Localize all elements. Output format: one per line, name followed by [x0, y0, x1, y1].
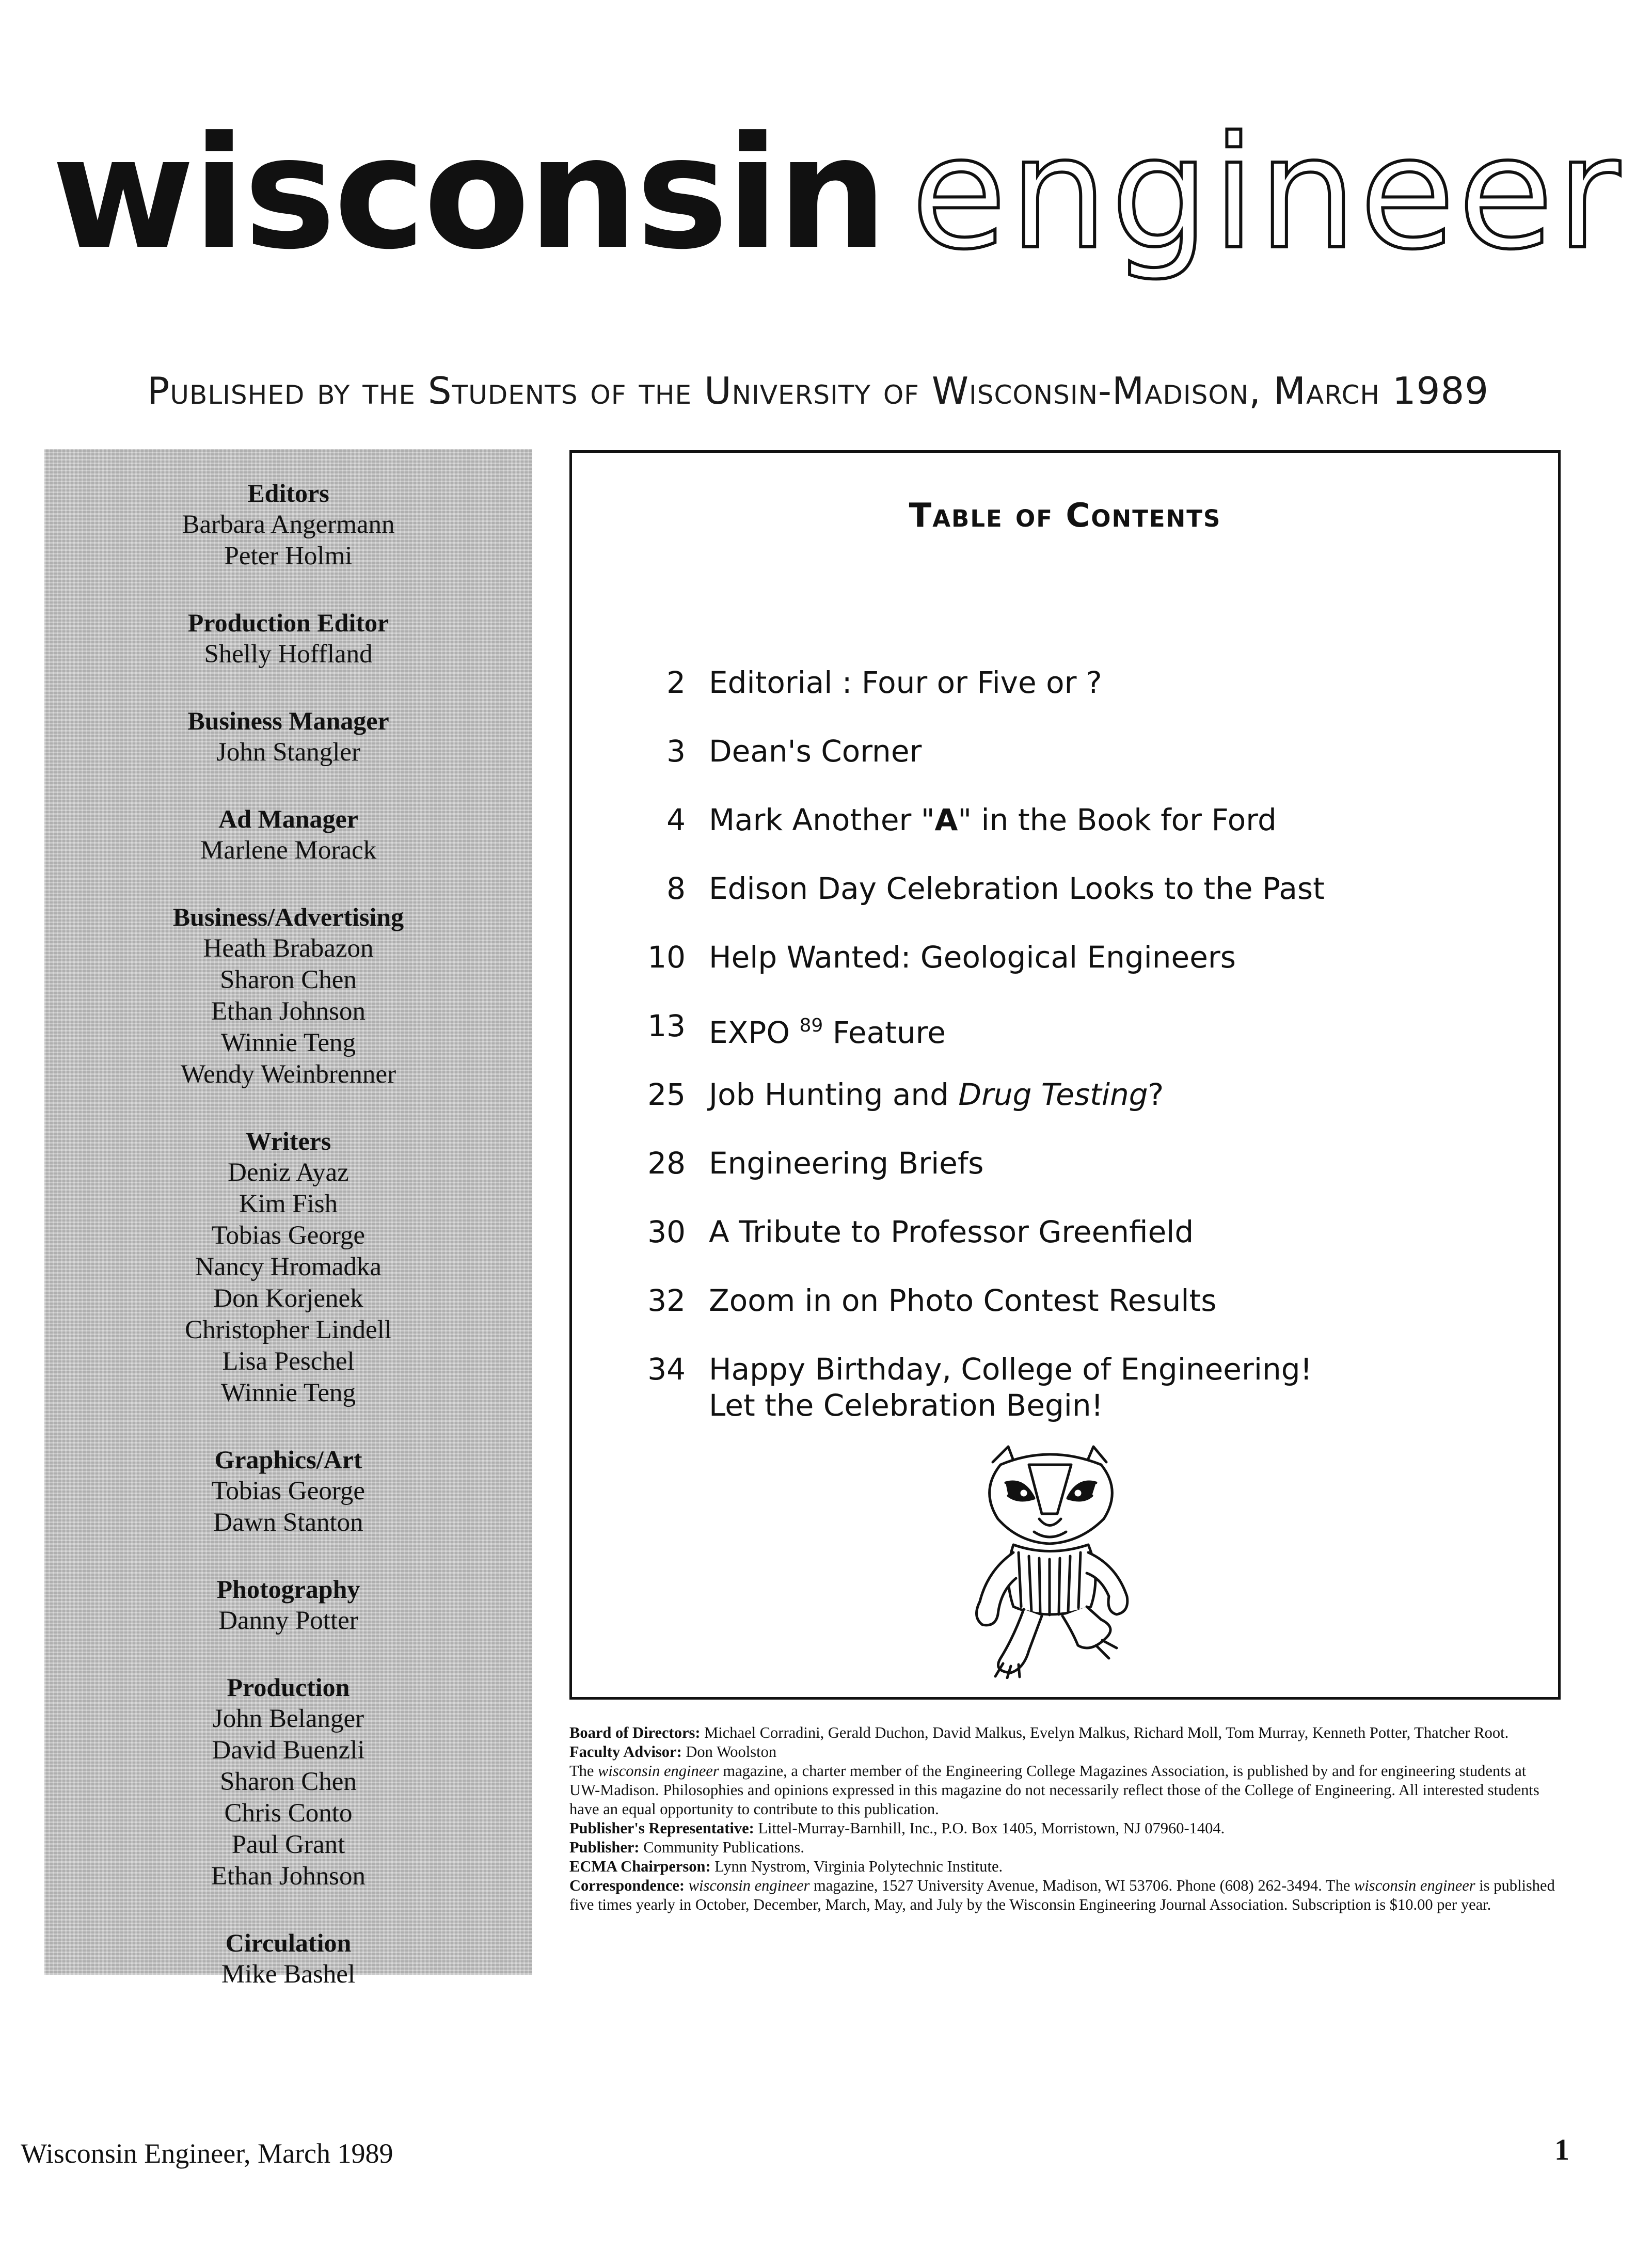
toc-page-number: 28	[647, 1146, 686, 1181]
staff-section	[44, 478, 532, 572]
toc-title-part: Dean's Corner	[709, 734, 922, 769]
staff-name: Wendy Weinbrenner	[180, 1060, 396, 1089]
staff-heading: Business Manager	[187, 706, 389, 735]
staff-heading: Photography	[216, 1575, 360, 1604]
toc-title-part: Editorial : Four or Five or ?	[709, 665, 1102, 700]
staff-name: Danny Potter	[218, 1606, 358, 1635]
colophon-advisor	[569, 1742, 1555, 1762]
staff-heading: Production Editor	[187, 608, 389, 637]
toc-title-part: Edison Day Celebration Looks to the Past	[709, 871, 1325, 906]
colophon-publisher	[569, 1838, 1555, 1857]
toc-entry-title	[709, 733, 922, 769]
toc-title-part: Feature	[823, 1015, 946, 1050]
staff-sidebar	[44, 449, 532, 1989]
toc-entry-title	[709, 1282, 1217, 1319]
staff-name: Ethan Johnson	[211, 1862, 366, 1891]
colophon-ecma	[569, 1857, 1555, 1876]
toc-title-part: Drug Testing	[958, 1077, 1148, 1112]
ecma-text: Lynn Nystrom, Virginia Polytechnic Institute.	[710, 1858, 1003, 1875]
staff-name: Dawn Stanton	[213, 1508, 363, 1537]
staff-name: Winnie Teng	[220, 1378, 356, 1407]
staff-name: John Stangler	[216, 738, 361, 767]
toc-page-number: 30	[647, 1214, 686, 1249]
toc-entry-title	[709, 1351, 1312, 1423]
staff-name: Kim Fish	[239, 1190, 338, 1218]
toc-page-number: 8	[666, 871, 686, 906]
colophon	[569, 1723, 1555, 1914]
masthead-logo	[52, 103, 1624, 283]
staff-section	[44, 607, 532, 670]
staff-name: Ethan Johnson	[211, 997, 366, 1026]
page-number: 1	[1554, 2133, 1569, 2166]
toc-title-part: Help Wanted: Geological Engineers	[709, 940, 1236, 975]
toc-title-part: ?	[1148, 1077, 1164, 1112]
toc-title-part: A	[934, 802, 958, 837]
toc-page-number: 10	[647, 940, 686, 975]
footer-publication: Wisconsin Engineer, March 1989	[21, 2138, 393, 2169]
staff-name: Sharon Chen	[220, 965, 357, 994]
rep-text: Littel-Murray-Barnhill, Inc., P.O. Box 1405, Morristown, NJ 07960-1404.	[754, 1819, 1225, 1837]
staff-name: Christopher Lindell	[185, 1315, 392, 1344]
correspondence-magazine-2: wisconsin engineer	[1354, 1877, 1475, 1894]
staff-name: Barbara Angermann	[182, 510, 395, 539]
staff-heading: Production	[227, 1673, 350, 1702]
colophon-description	[569, 1762, 1555, 1819]
masthead-word-wisconsin: wisconsin	[52, 103, 886, 283]
advisor-text: Don Woolston	[681, 1743, 777, 1761]
staff-section	[44, 1126, 532, 1409]
ecma-label: ECMA Chairperson:	[569, 1858, 711, 1875]
staff-name: Lisa Peschel	[222, 1347, 355, 1376]
toc-entry-title	[709, 939, 1236, 975]
toc-entry-title	[709, 1076, 1164, 1113]
staff-section	[44, 705, 532, 768]
toc-page-number: 13	[647, 1008, 686, 1043]
correspondence-label: Correspondence:	[569, 1877, 685, 1894]
staff-heading: Writers	[245, 1127, 331, 1155]
toc-entry-title	[709, 1008, 946, 1051]
staff-section	[44, 1927, 532, 1990]
staff-heading: Editors	[247, 479, 329, 508]
toc-title-part: Engineering Briefs	[709, 1146, 984, 1181]
toc-entry-title	[709, 1145, 984, 1181]
board-text: Michael Corradini, Gerald Duchon, David Malkus, Evelyn Malkus, Richard Moll, Tom Murray, Kenneth Potter, Thatcher Root.	[700, 1724, 1509, 1741]
staff-name: Peter Holmi	[224, 542, 353, 570]
staff-name: Heath Brabazon	[203, 934, 374, 963]
staff-heading: Ad Manager	[218, 804, 358, 833]
staff-name: David Buenzli	[212, 1736, 365, 1765]
staff-name: Nancy Hromadka	[195, 1253, 382, 1281]
toc-entry-title	[709, 1214, 1194, 1250]
staff-name: Tobias George	[211, 1221, 366, 1250]
staff-section	[44, 1672, 532, 1892]
toc-title-part: " in the Book for Ford	[958, 802, 1277, 837]
toc-title-part: 89	[799, 1015, 823, 1036]
staff-section	[44, 1444, 532, 1539]
magazine-name: wisconsin engineer	[598, 1762, 719, 1780]
staff-name: Marlene Morack	[200, 836, 377, 865]
description-lead: The	[569, 1762, 598, 1780]
staff-name: Shelly Hoffland	[204, 640, 373, 669]
colophon-board	[569, 1723, 1555, 1742]
staff-name: Winnie Teng	[220, 1028, 356, 1057]
staff-name: Don Korjenek	[213, 1284, 363, 1313]
toc-page-number: 34	[647, 1352, 686, 1387]
masthead-word-engineer: engineer	[911, 103, 1624, 283]
staff-heading: Business/Advertising	[172, 902, 404, 931]
toc-page-number: 4	[666, 802, 686, 837]
staff-name: Deniz Ayaz	[228, 1158, 349, 1187]
toc-page-number: 3	[666, 734, 686, 769]
toc-title: Table of Contents	[909, 497, 1221, 535]
correspondence-text: magazine, 1527 University Avenue, Madison, WI 53706. Phone (608) 262-3494. The	[809, 1877, 1354, 1894]
publication-line: Published by the Students of the University of Wisconsin-Madison, March 1989	[147, 369, 1489, 413]
board-label: Board of Directors:	[569, 1724, 701, 1741]
staff-name: Mike Bashel	[221, 1960, 356, 1989]
toc-entry-title	[709, 802, 1277, 838]
publisher-text: Community Publications.	[639, 1838, 804, 1856]
toc-title-part: EXPO	[709, 1015, 800, 1050]
colophon-representative	[569, 1819, 1555, 1838]
staff-name: Tobias George	[211, 1477, 366, 1505]
toc-title-part: Mark Another "	[709, 802, 935, 837]
description-text: magazine, a charter member of the Engineering College Magazines Association, is published by and for engineering students at UW-Madison. Philosophies and opinions expressed in this magazine do not necessarily reflect those of the College of Engineering. All interested students have an equal opportunity to contribute to this publication.	[569, 1762, 1539, 1818]
toc-title-part: Job Hunting and	[709, 1077, 959, 1112]
advisor-label: Faculty Advisor:	[569, 1743, 682, 1761]
toc-page-number: 32	[647, 1283, 686, 1318]
staff-name: Paul Grant	[231, 1830, 345, 1859]
toc-page-number: 2	[666, 665, 686, 700]
colophon-correspondence	[569, 1876, 1555, 1914]
toc-title-part: Let the Celebration Begin!	[709, 1388, 1103, 1423]
toc-page-number: 25	[647, 1077, 686, 1112]
staff-name: Chris Conto	[224, 1799, 353, 1828]
correspondence-magazine: wisconsin engineer	[685, 1877, 810, 1894]
toc-entry-title	[709, 870, 1325, 907]
toc-title-part: A Tribute to Professor Greenfield	[709, 1214, 1194, 1249]
staff-section	[44, 901, 532, 1090]
staff-section	[44, 803, 532, 866]
staff-heading: Graphics/Art	[214, 1445, 362, 1474]
staff-name: Sharon Chen	[220, 1767, 357, 1796]
staff-name: John Belanger	[212, 1704, 364, 1733]
toc-title-part: Zoom in on Photo Contest Results	[709, 1283, 1217, 1318]
correspondence-text-2: is published five times yearly in October, December, March, May, and July by the Wisconsin Engineering Journal Association. Subscription is $10.00 per year.	[569, 1877, 1555, 1913]
staff-section	[44, 1574, 532, 1637]
toc-entry-title	[709, 664, 1102, 701]
table-of-contents	[569, 450, 1561, 1700]
staff-heading: Circulation	[225, 1928, 352, 1957]
publisher-label: Publisher:	[569, 1838, 640, 1856]
badger-mascot-illustration	[951, 1441, 1153, 1679]
toc-title-part: Happy Birthday, College of Engineering!	[709, 1352, 1312, 1387]
rep-label: Publisher's Representative:	[569, 1819, 754, 1837]
